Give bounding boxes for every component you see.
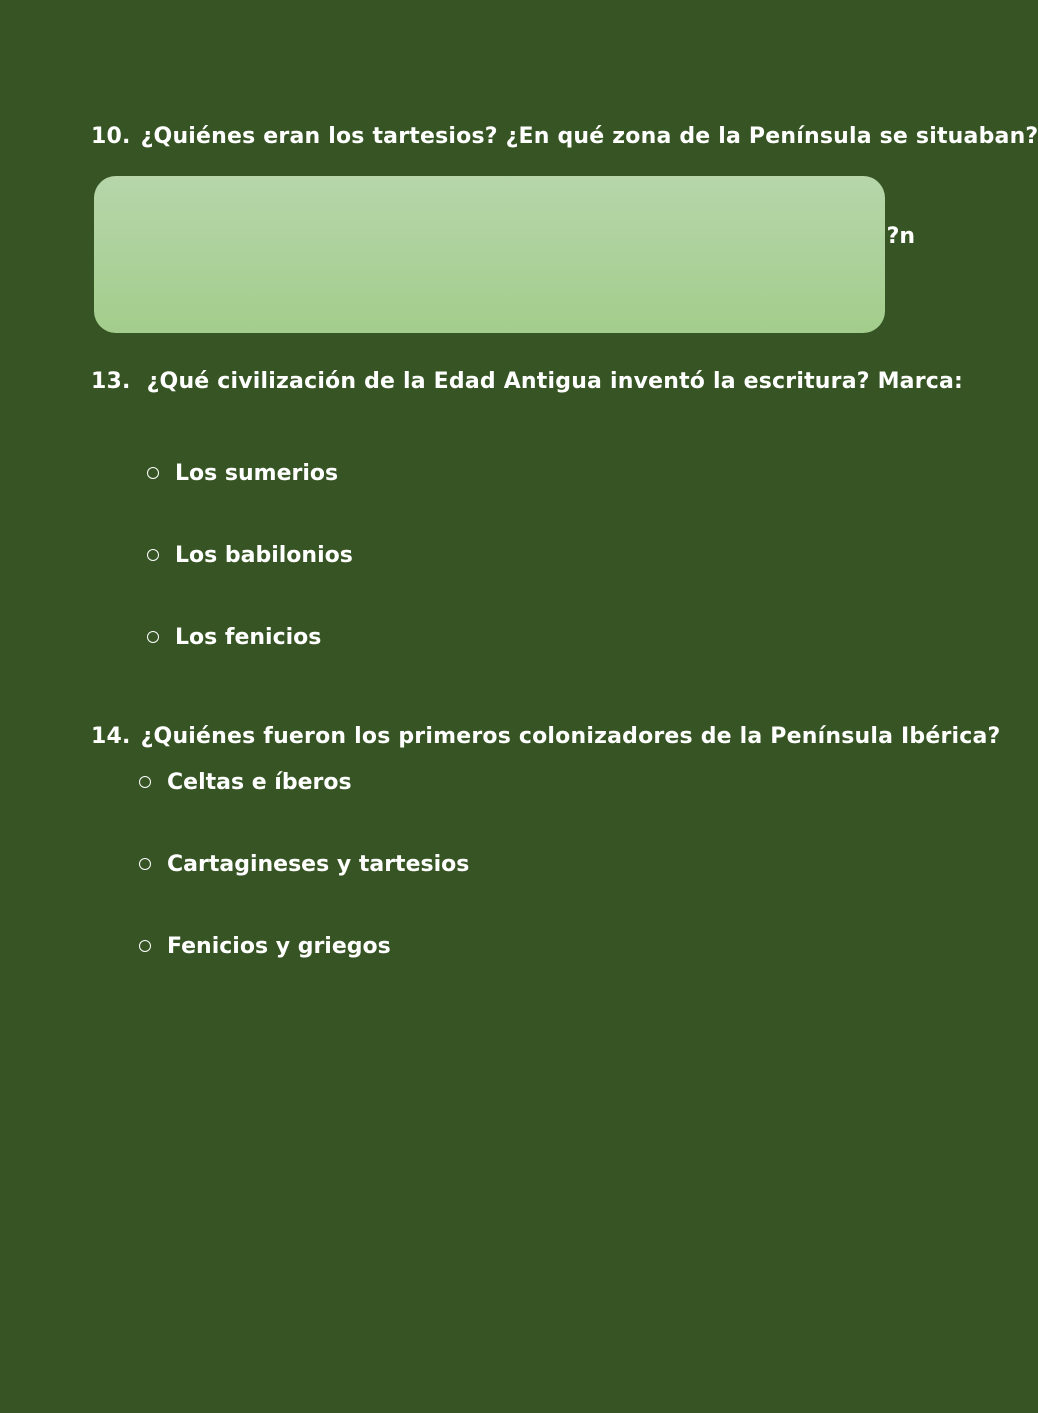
option-label: Celtas e íberos: [167, 770, 352, 795]
option-label: Los babilonios: [175, 543, 353, 568]
option-cartagineses-y-tartesios[interactable]: [139, 852, 469, 877]
question-10-text: ¿Quiénes eran los tartesios? ¿En qué zona de la Península se situaban?: [140, 124, 1038, 149]
radio-circle-icon[interactable]: [139, 776, 151, 788]
radio-circle-icon[interactable]: [139, 858, 151, 870]
radio-circle-icon[interactable]: [147, 467, 159, 479]
option-label: Fenicios y griegos: [167, 934, 391, 959]
question-13-number: 13.: [91, 369, 131, 394]
question-13: [91, 369, 963, 394]
option-los-babilonios[interactable]: [147, 543, 353, 568]
radio-circle-icon[interactable]: [139, 940, 151, 952]
question-14-text: ¿Quiénes fueron los primeros colonizadores de la Península Ibérica?: [140, 724, 1001, 749]
radio-circle-icon[interactable]: [147, 631, 159, 643]
answer-input-box[interactable]: [94, 176, 885, 333]
question-10-number: 10.: [91, 124, 131, 149]
hidden-question-tail: n?: [886, 224, 915, 249]
question-14-number: 14.: [91, 724, 131, 749]
option-label: Los sumerios: [175, 461, 339, 486]
question-13-text: ¿Qué civilización de la Edad Antigua inventó la escritura? Marca:: [146, 369, 964, 394]
option-celtas-e-iberos[interactable]: [139, 770, 352, 795]
option-los-fenicios[interactable]: [147, 625, 321, 650]
radio-circle-icon[interactable]: [147, 549, 159, 561]
option-label: Los fenicios: [175, 625, 322, 650]
option-fenicios-y-griegos[interactable]: [139, 934, 391, 959]
option-label: Cartagineses y tartesios: [167, 852, 470, 877]
option-los-sumerios[interactable]: [147, 461, 338, 486]
question-14: [91, 724, 1000, 749]
question-10: [91, 124, 1038, 149]
